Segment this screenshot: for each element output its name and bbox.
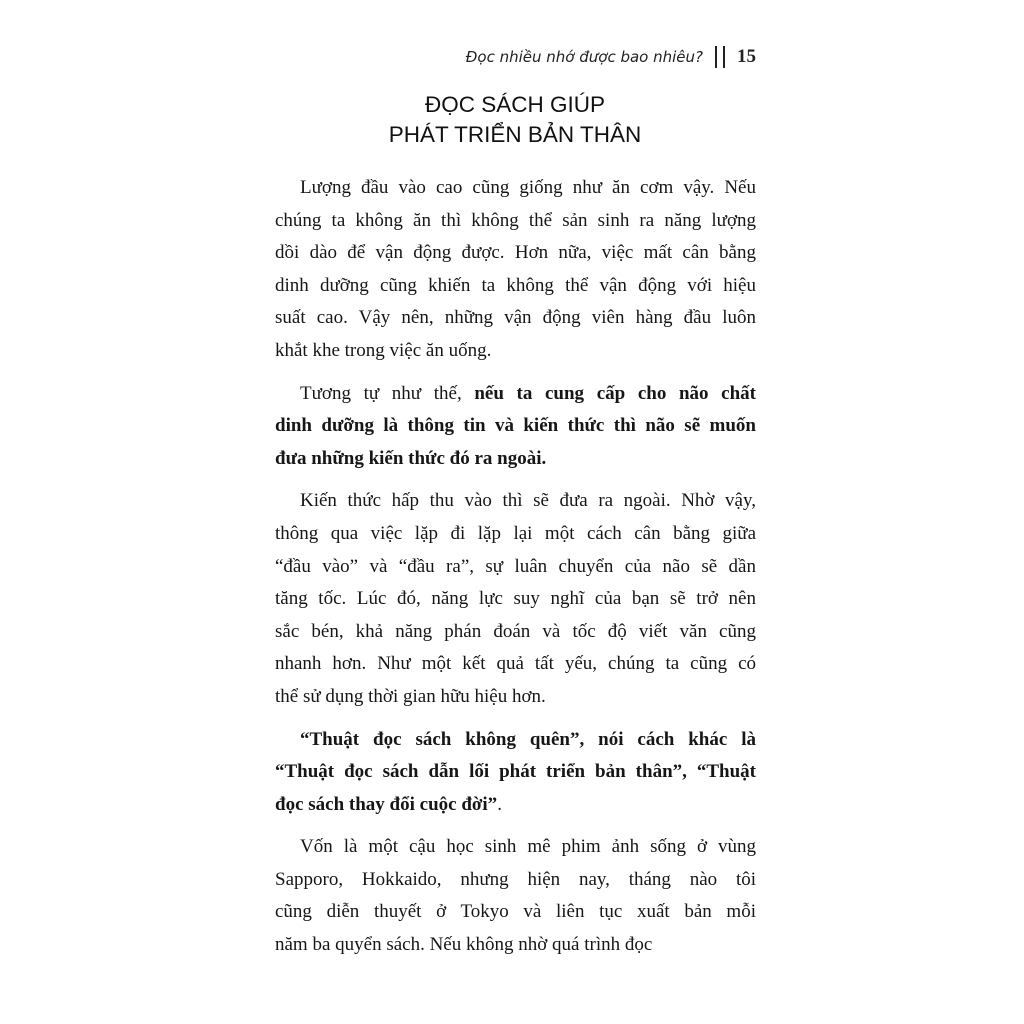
text: năm ba quyển sách. Nếu không nhờ quá trình đọc	[275, 934, 653, 956]
text-line	[275, 831, 756, 864]
text: nhanh hơn. Như một kết quả tất yếu, chúng ta cũng có	[275, 653, 756, 675]
text-line	[275, 335, 756, 368]
running-head	[466, 46, 756, 68]
heading-line-1: ĐỌC SÁCH GIÚP	[424, 92, 606, 117]
text-line	[275, 616, 756, 649]
text: dồi dào để vận động được. Hơn nữa, việc mất cân bằng	[275, 242, 756, 264]
text-line	[275, 518, 756, 551]
text-line	[275, 172, 756, 205]
text-line	[275, 724, 756, 757]
text: Vốn là một cậu học sinh mê phim ảnh sống ở vùng	[300, 836, 756, 858]
text: “đầu vào” và “đầu ra”, sự luân chuyển của não sẽ dần	[275, 555, 756, 577]
text-line	[275, 410, 756, 443]
text-line	[275, 648, 756, 681]
text-line	[275, 237, 756, 270]
text-line	[275, 789, 756, 822]
paragraph	[275, 485, 756, 713]
text: thể sử dụng thời gian hữu hiệu hơn.	[275, 685, 546, 707]
paragraph	[275, 831, 756, 961]
text: sắc bén, khả năng phán đoán và tốc độ viết văn cũng	[275, 620, 756, 642]
text-line	[275, 443, 756, 476]
text: Sapporo, Hokkaido, nhưng hiện nay, tháng nào tôi	[275, 868, 756, 890]
text: suất cao. Vậy nên, những vận động viên hàng đầu luôn	[275, 307, 756, 329]
text-line	[275, 485, 756, 518]
bold-text: đưa những kiến thức đó ra ngoài.	[275, 447, 547, 469]
bold-text: “Thuật đọc sách không quên”, nói cách khác là	[300, 728, 756, 750]
text-line	[275, 896, 756, 929]
text: khắt khe trong việc ăn uống.	[275, 339, 492, 361]
text-line	[275, 756, 756, 789]
text: Kiến thức hấp thu vào thì sẽ đưa ra ngoài. Nhờ vậy,	[300, 490, 756, 512]
section-heading	[270, 90, 760, 150]
text-line	[275, 302, 756, 335]
text: cũng diễn thuyết ở Tokyo và liên tục xuất bản mỗi	[275, 901, 756, 923]
running-head-title: Đọc nhiều nhớ được bao nhiêu?	[465, 48, 703, 66]
paragraph	[275, 172, 756, 368]
text: Tương tự như thế,	[300, 382, 475, 404]
paragraph	[275, 378, 756, 476]
body-text	[275, 172, 756, 972]
text: .	[497, 793, 502, 815]
text-line	[275, 378, 756, 411]
text-line	[275, 583, 756, 616]
text-line	[275, 929, 756, 962]
page-number: 15	[737, 46, 756, 67]
text-line	[275, 551, 756, 584]
text: chúng ta không ăn thì không thể sản sinh ra năng lượng	[275, 209, 756, 231]
bold-text: dinh dưỡng là thông tin và kiến thức thì não sẽ muốn	[275, 415, 756, 437]
bold-text: nếu ta cung cấp cho não chất	[474, 382, 756, 404]
text: dinh dưỡng cũng khiến ta không thể vận động với hiệu	[275, 274, 756, 296]
text-line	[275, 681, 756, 714]
text: tăng tốc. Lúc đó, năng lực suy nghĩ của bạn sẽ trở nên	[275, 588, 756, 610]
text-line	[275, 864, 756, 897]
text-line	[275, 205, 756, 238]
double-bar-separator	[715, 46, 725, 68]
bold-text: “Thuật đọc sách dẫn lối phát triển bản thân”, “Thuật	[275, 761, 756, 783]
paragraph	[275, 724, 756, 822]
text: thông qua việc lặp đi lặp lại một cách cân bằng giữa	[275, 522, 756, 544]
text: Lượng đầu vào cao cũng giống như ăn cơm vậy. Nếu	[300, 177, 756, 198]
text-line	[275, 270, 756, 303]
heading-line-2: PHÁT TRIỂN BẢN THÂN	[388, 122, 642, 147]
bold-text: đọc sách thay đổi cuộc đời”	[275, 793, 498, 815]
